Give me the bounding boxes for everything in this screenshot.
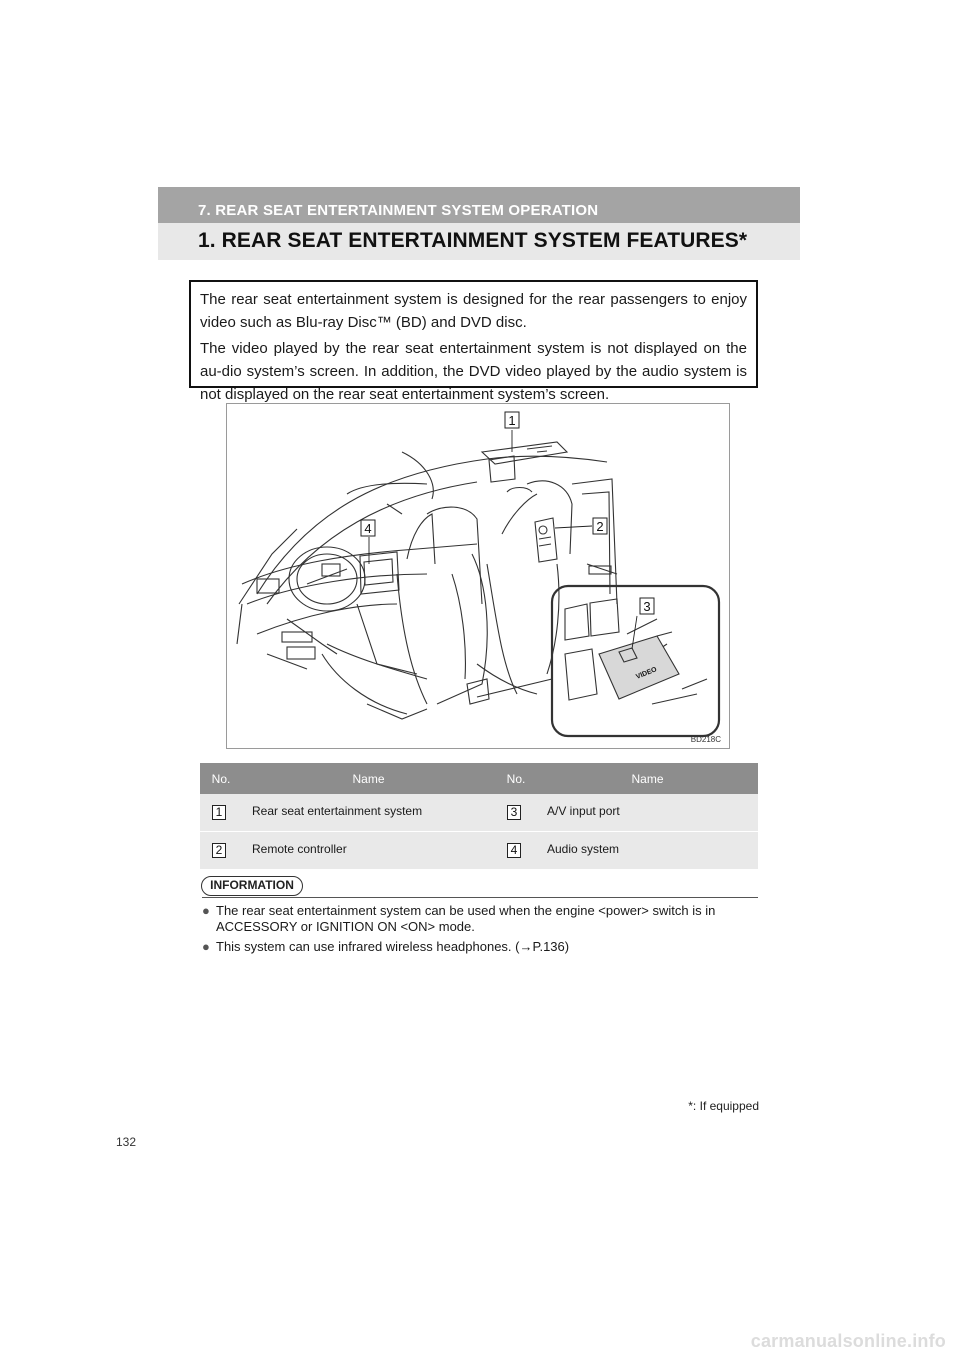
information-text: The rear seat entertainment system can be used when the engine <power> switch is in ACCESSORY or IGNITION ON <ON> mode. (216, 903, 716, 934)
cabin-drawing (227, 404, 730, 749)
part-name: A/V input port (537, 794, 758, 832)
part-name: Remote controller (242, 832, 495, 870)
page-title: 1. REAR SEAT ENTERTAINMENT SYSTEM FEATURES* (198, 229, 748, 252)
number-badge (507, 805, 521, 820)
section-header-bar (158, 187, 800, 223)
information-divider (202, 897, 758, 898)
intro-box (189, 280, 758, 403)
watermark: carmanualsonline.info (750, 1331, 946, 1351)
footnote: *: If equipped (688, 1099, 759, 1113)
information-label: INFORMATION (201, 876, 303, 896)
col-header-no-b: No. (495, 763, 537, 794)
information-text: This system can use infrared wireless headphones. (→P.136) (216, 939, 570, 954)
callout-3: 3 (643, 599, 651, 614)
table-header-row (200, 763, 758, 794)
page-number: 132 (116, 1135, 137, 1149)
bullet-icon: ● (202, 939, 210, 954)
information-item (202, 939, 762, 955)
section-title: 7. REAR SEAT ENTERTAINMENT SYSTEM OPERATION (198, 202, 599, 219)
table-row (200, 794, 758, 832)
page-title-bar (158, 223, 800, 260)
col-header-name-a: Name (242, 763, 495, 794)
parts-table (200, 763, 758, 870)
part-name: Audio system (537, 832, 758, 870)
callout-1: 1 (508, 413, 516, 428)
row-number: 4 (510, 843, 518, 857)
figure-code: BD218C (690, 735, 721, 744)
part-name: Rear seat entertainment system (242, 794, 495, 832)
callout-2: 2 (596, 519, 604, 534)
callout-4: 4 (364, 521, 372, 536)
vehicle-illustration (226, 403, 730, 749)
col-header-no-a: No. (200, 763, 242, 794)
row-number: 2 (215, 843, 223, 857)
row-number: 3 (510, 805, 518, 819)
number-badge (507, 843, 521, 858)
bullet-icon: ● (202, 903, 210, 918)
intro-paragraph-2: The video played by the rear seat entertainment system is not displayed on the au-dio system’s screen. In addition, the DVD video played by the audio system is not displayed on the rear seat entertainment system’s screen. (200, 340, 747, 403)
information-item (202, 903, 762, 935)
number-badge (212, 843, 226, 858)
table-row (200, 832, 758, 870)
video-port-label: VIDEO (635, 666, 658, 681)
number-badge (212, 805, 226, 820)
intro-paragraph-1: The rear seat entertainment system is designed for the rear passengers to enjoy video such as Blu-ray Disc™ (BD) and DVD disc. (200, 291, 747, 331)
col-header-name-b: Name (537, 763, 758, 794)
row-number: 1 (215, 805, 223, 819)
